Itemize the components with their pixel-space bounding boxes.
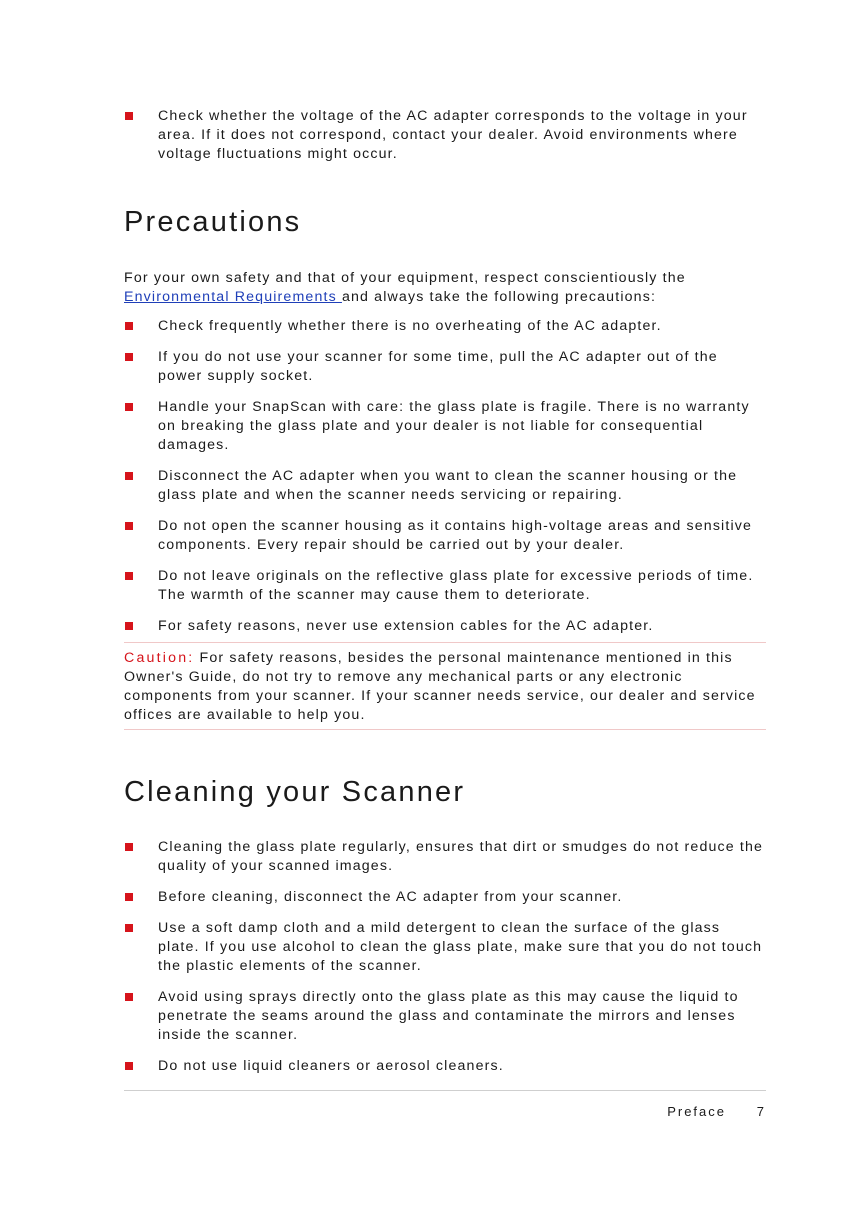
bullet-square-icon xyxy=(125,353,133,361)
document-page xyxy=(124,0,766,1088)
bullet-square-icon xyxy=(125,1062,133,1070)
bullet-text: Check frequently whether there is no overheating of the AC adapter. xyxy=(158,318,662,334)
list-item xyxy=(124,398,766,455)
bullet-square-icon xyxy=(125,572,133,580)
bullet-square-icon xyxy=(125,993,133,1001)
list-item xyxy=(124,888,766,907)
bullet-square-icon xyxy=(125,403,133,411)
list-item xyxy=(124,617,766,636)
list-item xyxy=(124,567,766,605)
precautions-intro xyxy=(124,269,766,307)
caution-note xyxy=(124,642,766,730)
precautions-heading: Precautions xyxy=(124,206,302,238)
intro-bullet-list xyxy=(124,107,766,164)
list-item xyxy=(124,517,766,555)
footer-divider xyxy=(124,1090,766,1091)
caution-text: For safety reasons, besides the personal maintenance mentioned in this Owner's Guide, do not try to remove any mechanical parts or any electronic components from your scanner. If your scanner needs service, our dealer and service offices are available to help you. xyxy=(124,650,756,723)
bullet-square-icon xyxy=(125,472,133,480)
list-item xyxy=(124,988,766,1045)
page-number: 7 xyxy=(756,1104,766,1119)
list-item xyxy=(124,467,766,505)
precautions-intro-text-end: and always take the following precautions: xyxy=(341,289,657,305)
bullet-text: Use a soft damp cloth and a mild detergent to clean the surface of the glass plate. If you use alcohol to clean the glass plate, make sure that you do not touch the plastic elements of the scanner. xyxy=(158,920,763,974)
bullet-text: Check whether the voltage of the AC adapter corresponds to the voltage in your area. If it does not correspond, contact your dealer. Avoid environments where voltage fluctuations might occur. xyxy=(158,108,748,162)
environmental-requirements-link[interactable]: Environmental Requirements xyxy=(124,289,342,305)
bullet-text: Do not leave originals on the reflective glass plate for excessive periods of time. The warmth of the scanner may cause them to deteriorate. xyxy=(158,568,754,603)
bullet-square-icon xyxy=(125,893,133,901)
cleaning-heading: Cleaning your Scanner xyxy=(124,776,466,808)
bullet-text: For safety reasons, never use extension cables for the AC adapter. xyxy=(158,618,654,634)
page-footer xyxy=(124,1104,766,1119)
bullet-square-icon xyxy=(125,112,133,120)
list-item xyxy=(124,107,766,164)
footer-section-label: Preface xyxy=(667,1104,726,1119)
bullet-text: Do not open the scanner housing as it contains high-voltage areas and sensitive components. Every repair should be carried out by your dealer. xyxy=(158,518,753,553)
bullet-square-icon xyxy=(125,924,133,932)
bullet-text: Avoid using sprays directly onto the glass plate as this may cause the liquid to penetrate the seams around the glass and contaminate the mirrors and lenses inside the scanner. xyxy=(158,989,739,1043)
cleaning-bullet-list xyxy=(124,838,766,1076)
bullet-square-icon xyxy=(125,522,133,530)
bullet-text: Handle your SnapScan with care: the glass plate is fragile. There is no warranty on breaking the glass plate and your dealer is not liable for consequential damages. xyxy=(158,399,750,453)
precautions-intro-text: For your own safety and that of your equipment, respect conscientiously the xyxy=(124,270,686,286)
bullet-text: Cleaning the glass plate regularly, ensures that dirt or smudges do not reduce the quality of your scanned images. xyxy=(158,839,764,874)
list-item xyxy=(124,348,766,386)
bullet-text: Before cleaning, disconnect the AC adapter from your scanner. xyxy=(158,889,623,905)
bullet-square-icon xyxy=(125,622,133,630)
precautions-bullet-list xyxy=(124,317,766,636)
bullet-text: If you do not use your scanner for some time, pull the AC adapter out of the power supply socket. xyxy=(158,349,718,384)
list-item xyxy=(124,317,766,336)
bullet-text: Do not use liquid cleaners or aerosol cleaners. xyxy=(158,1058,504,1074)
bullet-square-icon xyxy=(125,322,133,330)
list-item xyxy=(124,838,766,876)
list-item xyxy=(124,1057,766,1076)
list-item xyxy=(124,919,766,976)
bullet-text: Disconnect the AC adapter when you want to clean the scanner housing or the glass plate and when the scanner needs servicing or repairing. xyxy=(158,468,738,503)
bullet-square-icon xyxy=(125,843,133,851)
caution-label: Caution: xyxy=(124,650,195,666)
